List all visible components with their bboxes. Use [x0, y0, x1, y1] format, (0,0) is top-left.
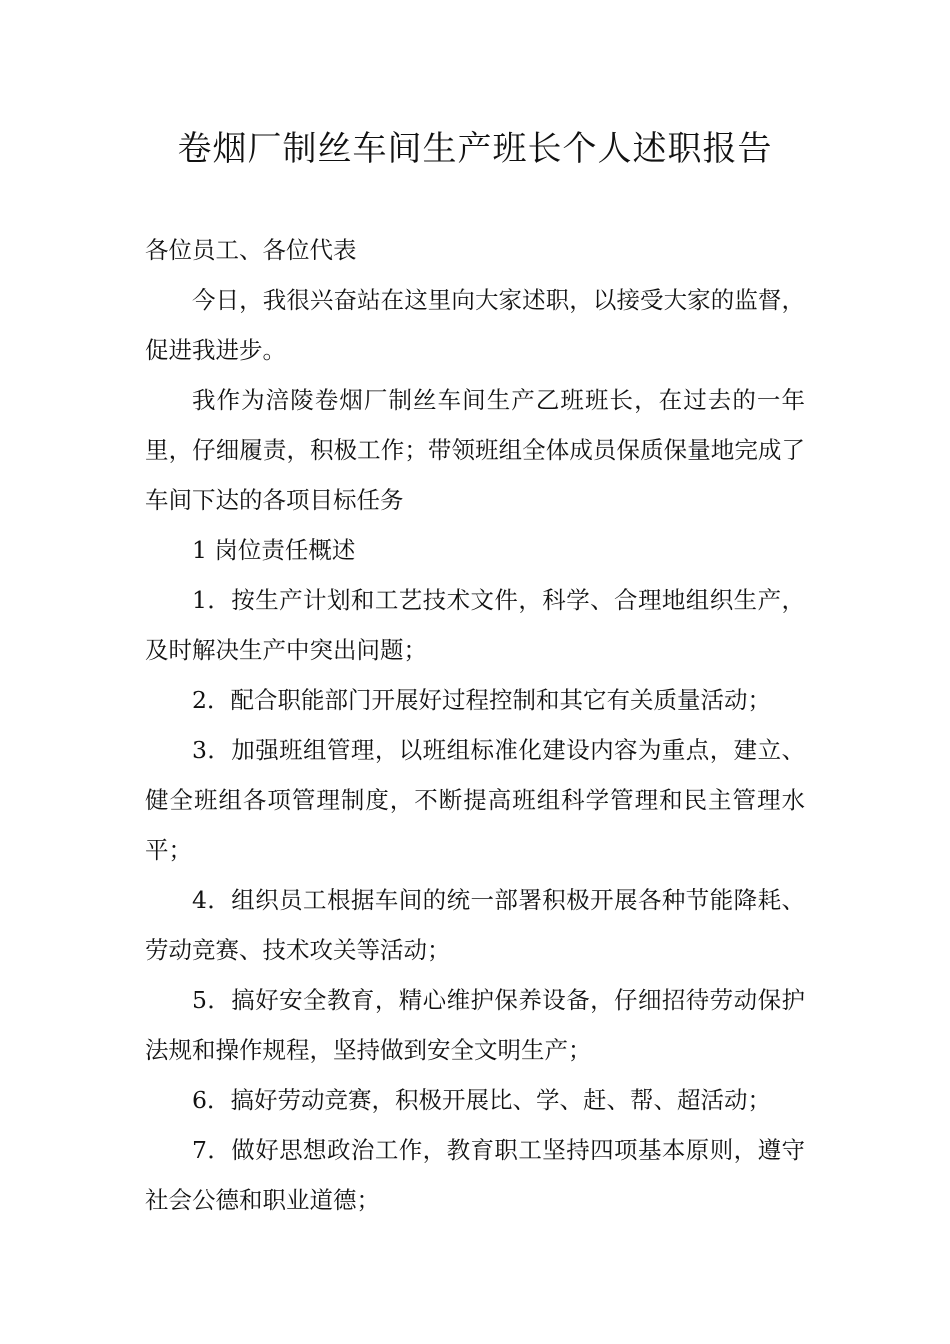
document-body: [145, 225, 805, 1225]
list-item-7: 7．做好思想政治工作，教育职工坚持四项基本原则，遵守社会公德和职业道德；: [145, 1136, 805, 1214]
document-title: 卷烟厂制丝车间生产班长个人述职报告: [177, 129, 773, 169]
salutation: 各位员工、各位代表: [145, 236, 357, 264]
paragraph-summary: 我作为涪陵卷烟厂制丝车间生产乙班班长，在过去的一年里，仔细履责，积极工作；带领班组全体成员保质保量地完成了车间下达的各项目标任务: [145, 386, 805, 514]
list-item-6: 6．搞好劳动竞赛，积极开展比、学、赶、帮、超活动；: [192, 1086, 771, 1114]
section-heading: 1 岗位责任概述: [192, 536, 356, 564]
list-item-4: 4．组织员工根据车间的统一部署积极开展各种节能降耗、劳动竞赛、技术攻关等活动；: [145, 886, 805, 964]
list-item-3: 3．加强班组管理，以班组标准化建设内容为重点，建立、健全班组各项管理制度，不断提高班组科学管理和民主管理水平；: [145, 736, 805, 864]
list-item-5: 5．搞好安全教育，精心维护保养设备，仔细招待劳动保护法规和操作规程，坚持做到安全文明生产；: [145, 986, 805, 1064]
list-item-1: 1．按生产计划和工艺技术文件，科学、合理地组织生产，及时解决生产中突出问题；: [145, 586, 805, 664]
paragraph-intro: 今日，我很兴奋站在这里向大家述职，以接受大家的监督，促进我进步。: [145, 286, 805, 364]
list-item-2: 2．配合职能部门开展好过程控制和其它有关质量活动；: [192, 686, 771, 714]
